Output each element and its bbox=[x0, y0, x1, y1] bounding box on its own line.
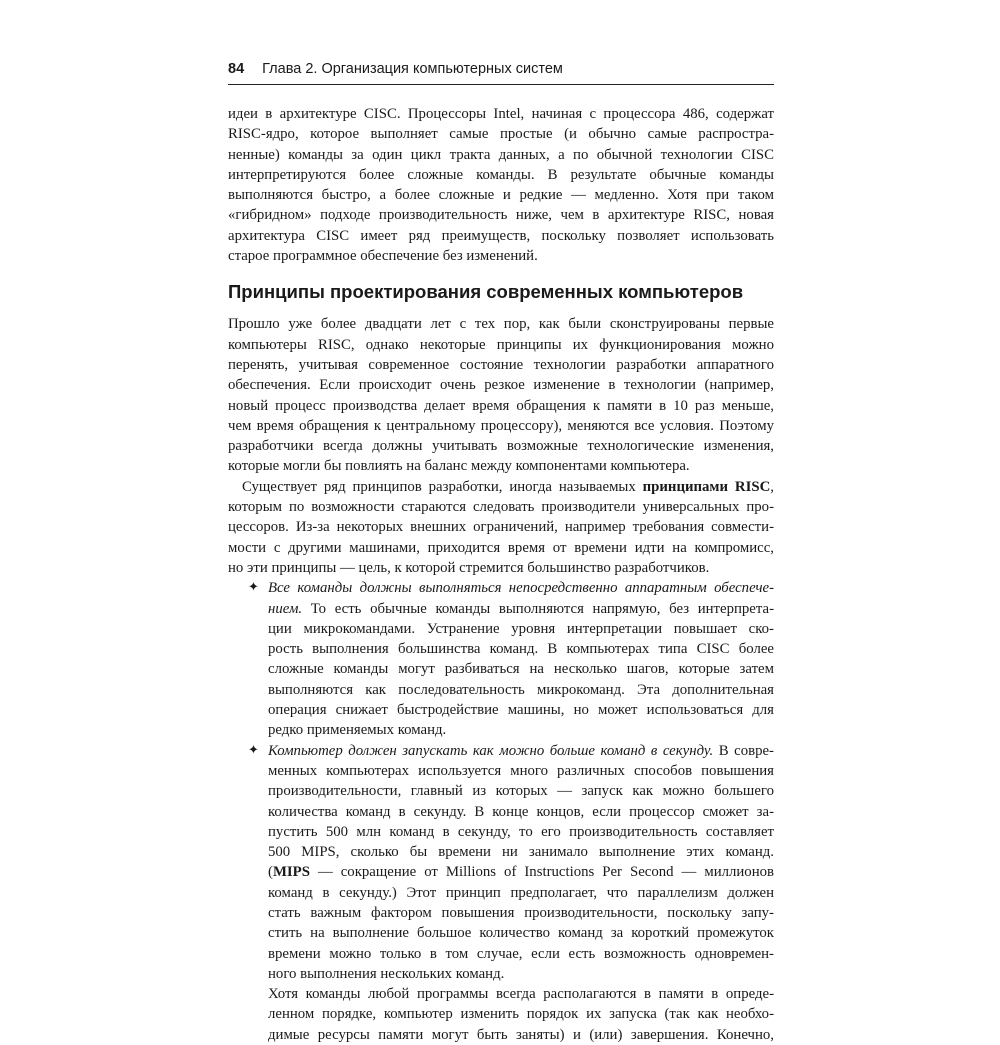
text-line bbox=[268, 741, 774, 761]
text-line bbox=[268, 599, 774, 619]
bullet-item-instructions-per-second bbox=[228, 741, 774, 1045]
text-line: стать важным фактором повышения производительности, поскольку запу- bbox=[268, 904, 774, 921]
text-line: но эти принципы — цель, к которой стремится большинство разработчиков. bbox=[228, 559, 710, 576]
page-body bbox=[228, 104, 774, 1045]
text-line: димые ресурсы памяти могут быть заняты) и (или) завершения. Конечно, bbox=[268, 1026, 774, 1043]
text-line: которым по возможности стараются следовать производители универсальных про- bbox=[228, 499, 774, 516]
text-line: идеи в архитектуре CISC. Процессоры Intel, начиная с процессора 486, содержат bbox=[228, 106, 774, 122]
text-run: — сокращение от Millions of Instructions Per Second — миллионов bbox=[309, 864, 774, 881]
running-head bbox=[228, 58, 774, 80]
text-line: архитектура CISC имеет ряд преимуществ, поскольку позволяет использовать bbox=[228, 227, 774, 244]
page-number: 84 bbox=[228, 61, 245, 77]
principle-title: нием. bbox=[268, 600, 303, 617]
text-line: чем время обращения к центральному процессору), меняются все условия. Поэтому bbox=[228, 417, 774, 434]
text-line: рость выполнения большинства команд. В компьютерах типа CISC более bbox=[268, 641, 774, 658]
text-line: ции микрокомандами. Устранение уровня интерпретации повышает ско- bbox=[268, 620, 774, 637]
text-line bbox=[268, 862, 774, 882]
text-line: новый процесс производства делает время обращения к памяти в 10 раз меньше, bbox=[228, 397, 774, 414]
text-line: ленном порядке, компьютер изменить порядок их запуска (так как необхо- bbox=[268, 1006, 774, 1023]
text-line: редко применяемых команд. bbox=[268, 722, 447, 739]
chapter-title: Глава 2. Организация компьютерных систем bbox=[262, 61, 563, 77]
text-line: команд в секунду.) Этот принцип предполагает, что параллелизм должен bbox=[268, 884, 774, 901]
principle-title: Все команды должны выполняться непосредственно аппаратным обеспече- bbox=[268, 580, 774, 597]
text-run: То есть обычные команды выполняются напрямую, без интерпрета- bbox=[302, 600, 774, 617]
text-line: интерпретируются более сложные команды. В результате обычные команды bbox=[228, 166, 774, 183]
text-line: компьютеры RISC, однако некоторые принципы их функционирования можно bbox=[228, 336, 774, 353]
text-line: производительности, главный из которых — запуск как можно большего bbox=[268, 783, 774, 800]
text-run: В совре- bbox=[713, 742, 774, 759]
paragraph-risc-history bbox=[228, 314, 774, 476]
text-line: пустить 500 млн команд в секунду, то его производительность составляет bbox=[268, 823, 774, 840]
text-run: Существует ряд принципов разработки, иногда называемых bbox=[242, 478, 643, 495]
text-line bbox=[228, 477, 774, 497]
text-line bbox=[268, 578, 774, 598]
text-line: 500 MIPS, сколько бы времени ни занимало выполнение этих команд. bbox=[268, 844, 774, 861]
text-line: ненные) команды за один цикл тракта данных, а по обычной технологии CISC bbox=[228, 146, 774, 163]
principle-title: Компьютер должен запускать как можно больше команд в секунду. bbox=[268, 742, 714, 759]
text-line: обеспечения. Если происходит очень резкое изменение в технологии (например, bbox=[228, 377, 774, 394]
text-line: «гибридном» подходе производительность ниже, чем в архитектуре RISC, новая bbox=[228, 207, 774, 224]
text-line: выполняются быстро, а более сложные и редкие — медленно. Хотя при таком bbox=[228, 187, 774, 204]
paragraph-cisc-hybrid bbox=[228, 104, 774, 266]
text-line: времени можно только в том случае, если есть возможность одновремен- bbox=[268, 945, 774, 962]
text-line: сложные команды могут разбиваться на несколько шагов, которые затем bbox=[268, 661, 774, 678]
text-run: ( bbox=[268, 864, 273, 881]
text-line: цессоров. Из-за некоторых внешних ограничений, например требования совмести- bbox=[228, 519, 774, 536]
text-line: менных компьютерах используется много различных способов повышения bbox=[268, 762, 774, 779]
text-line: операция снижает быстродействие машины, но может использоваться для bbox=[268, 702, 774, 719]
term-mips: MIPS bbox=[272, 864, 310, 881]
header-rule bbox=[228, 84, 774, 85]
text-line: разработчики всегда должны учитывать возможные технологические изменения, bbox=[228, 438, 774, 455]
term-risc-principles: принципами RISC bbox=[642, 478, 771, 495]
bullet-icon: ✦ bbox=[248, 742, 259, 758]
text-line: выполняются как последовательность микрокоманд. Эта дополнительная bbox=[268, 681, 774, 698]
text-line: ного выполнения нескольких команд. bbox=[268, 965, 505, 982]
text-line: перенять, учитывая современное состояние технологии разработки аппаратного bbox=[228, 356, 774, 373]
text-run: , bbox=[770, 478, 774, 495]
bullet-icon: ✦ bbox=[248, 580, 259, 596]
text-line: мости с другими машинами, приходится время от времени идти на компромисс, bbox=[228, 539, 774, 556]
text-line: RISC-ядро, которое выполняет самые простые (и обычно самые распростра- bbox=[228, 126, 774, 143]
text-line: Хотя команды любой программы всегда располагаются в памяти в опреде- bbox=[268, 986, 774, 1003]
text-line: Прошло уже более двадцати лет с тех пор, как были сконструированы первые bbox=[228, 316, 774, 333]
text-line: стить на выполнение большое количество команд за короткий промежуток bbox=[268, 925, 774, 942]
text-line: количества команд в секунду. В конце концов, если процессор сможет за- bbox=[268, 803, 774, 820]
paragraph-risc-principles bbox=[228, 477, 774, 578]
section-heading: Принципы проектирования современных компьютеров bbox=[228, 281, 744, 303]
text-line: старое программное обеспечение без изменений. bbox=[228, 248, 538, 265]
text-line: которые могли бы повлиять на баланс между компонентами компьютера. bbox=[228, 458, 690, 475]
bullet-item-hardware-execution bbox=[228, 578, 774, 740]
